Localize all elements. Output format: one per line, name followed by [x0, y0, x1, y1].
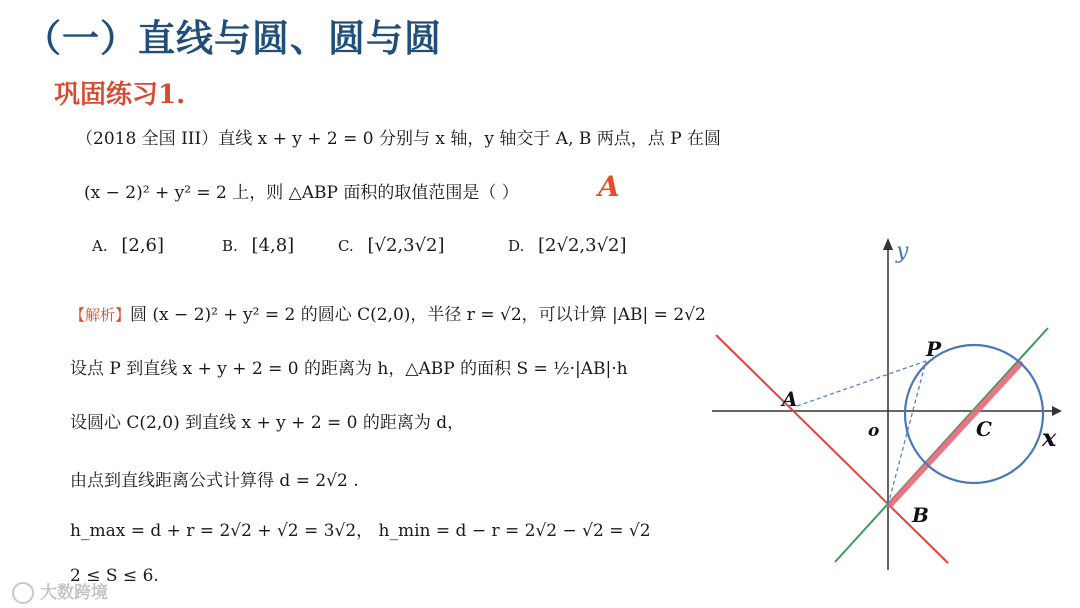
answer-mark: A: [598, 170, 620, 203]
option-b-label: B.: [222, 237, 238, 255]
point-p-label: P: [926, 337, 942, 361]
watermark: [12, 578, 108, 604]
solution-line-5: h_max = d + r = 2√2 + √2 = 3√2， h_min = d − r = 2√2 − √2 = √2: [70, 521, 651, 541]
question-line-2: (x − 2)² + y² = 2 上，则 △ABP 面积的取值范围是（ ）: [84, 183, 519, 203]
solution-line-1-text: 圆 (x − 2)² + y² = 2 的圆心 C(2,0)，半径 r = √2，可以计算 |AB| = 2√2: [130, 305, 706, 325]
option-d-label: D.: [508, 237, 525, 255]
point-c-label: C: [976, 417, 992, 441]
y-axis-arrow: [883, 238, 893, 250]
line-x-plus-y-plus-2: [716, 335, 948, 563]
page-title: （一）直线与圆、圆与圆: [24, 17, 442, 60]
solution-line-4: 由点到直线距离公式计算得 d = 2√2 .: [70, 471, 359, 491]
watermark-text: 大数跨境: [40, 583, 108, 603]
x-axis-arrow: [1052, 406, 1062, 416]
option-a-value: [2,6]: [121, 235, 165, 256]
watermark-logo-icon: [12, 582, 34, 604]
option-c-label: C.: [338, 237, 354, 255]
solution-line-3: 设圆心 C(2,0) 到直线 x + y + 2 = 0 的距离为 d，: [70, 413, 465, 433]
exercise-heading: 巩固练习1.: [54, 80, 186, 110]
point-b-label: B: [912, 503, 929, 527]
option-c-value: [√2,3√2]: [367, 235, 445, 256]
origin-label: o: [868, 421, 880, 441]
solution-line-2: 设点 P 到直线 x + y + 2 = 0 的距离为 h，△ABP 的面积 S = ½·|AB|·h: [70, 359, 628, 379]
point-a-label: A: [782, 387, 798, 411]
y-axis-label: y: [896, 239, 909, 264]
solution-tag: 【解析】: [70, 306, 131, 324]
option-b-value: [4,8]: [251, 235, 295, 256]
distance-highlight: [890, 364, 1020, 505]
question-line-1: （2018 全国 III）直线 x + y + 2 = 0 分别与 x 轴，y 轴交于 A, B 两点，点 P 在圆: [76, 129, 722, 149]
option-d-value: [2√2,3√2]: [538, 235, 627, 256]
x-axis-label: x: [1042, 423, 1057, 452]
solution-line-6: 2 ≤ S ≤ 6.: [70, 566, 159, 586]
option-a-label: A.: [92, 237, 108, 255]
